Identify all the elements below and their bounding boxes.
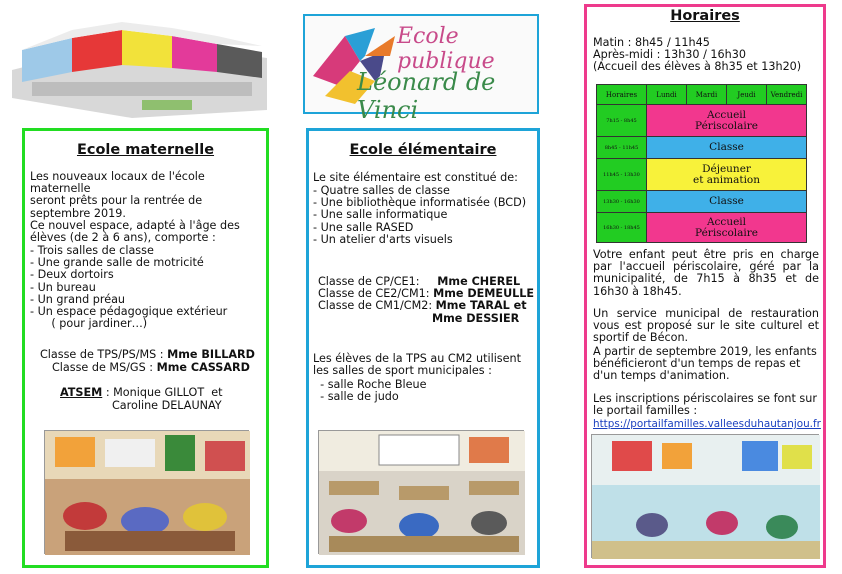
list-item: - Une salle RASED xyxy=(313,220,414,234)
periscolaire-photo xyxy=(591,434,819,558)
activity-cell: Déjeuner et animation xyxy=(647,159,807,191)
elementaire-intro: Le site élémentaire est constitué de: xyxy=(313,171,518,184)
activity-cell: Classe xyxy=(647,137,807,159)
horaires-apres-midi: Après-midi : 13h30 / 16h30 xyxy=(593,48,746,61)
list-item: - Trois salles de classe xyxy=(30,244,154,257)
list-item: - Un atelier d'arts visuels xyxy=(313,232,453,246)
schedule-row xyxy=(597,191,807,213)
school-building-image xyxy=(12,10,267,120)
maternelle-list xyxy=(30,245,266,330)
elementaire-list xyxy=(313,185,537,246)
list-item: - Quatre salles de classe xyxy=(313,184,450,197)
teacher-name: Mme CASSARD xyxy=(156,361,250,374)
schedule-header-row xyxy=(597,85,807,105)
logo-line-2: Léonard de Vinci xyxy=(357,68,496,124)
maternelle-class-2 xyxy=(52,362,250,374)
atsem-line xyxy=(60,387,223,399)
sport-list xyxy=(313,379,537,403)
teacher-name: Mme DESSIER xyxy=(432,311,520,325)
header-cell: Lundi xyxy=(647,85,687,105)
maternelle-classroom-photo xyxy=(44,430,249,554)
class-label: Classe de TPS/PS/MS : xyxy=(40,348,168,361)
teacher-name: Mme CHEREL xyxy=(437,275,521,288)
teacher-name: Mme BILLARD xyxy=(167,348,255,361)
class-label: Classe de MS/GS : xyxy=(52,361,157,374)
header-cell: Jeudi xyxy=(727,85,767,105)
list-item: - Deux dortoirs xyxy=(30,268,114,282)
elementaire-classes xyxy=(318,276,540,325)
schedule-row xyxy=(597,105,807,137)
list-item: - Un bureau xyxy=(30,280,96,294)
time-cell: 11h45 - 13h30 xyxy=(597,159,647,191)
header-cell: Mardi xyxy=(687,85,727,105)
time-cell: 13h30 - 16h30 xyxy=(597,191,647,213)
elementaire-classroom-photo xyxy=(318,430,524,554)
list-item: - Un espace pédagogique extérieur xyxy=(30,305,228,319)
elementaire-title: Ecole élémentaire xyxy=(349,142,497,158)
list-item: - Une grande salle de motricité xyxy=(30,256,204,270)
teacher-name: Mme TARAL et xyxy=(435,299,527,313)
time-cell: 8h45 - 11h45 xyxy=(597,137,647,159)
horaires-accueil: (Accueil des élèves à 8h35 et 13h20) xyxy=(593,60,802,73)
activity-cell: Accueil Périscolaire xyxy=(647,105,807,137)
logo-line-1: Ecole publique xyxy=(397,24,495,74)
horaires-title: Horaires xyxy=(670,8,740,24)
list-item: - Une bibliothèque informatisée (BCD) xyxy=(313,196,527,210)
activity-cell: Classe xyxy=(647,191,807,213)
repas-text: A partir de septembre 2019, les enfants bénéficieront d'un temps de repas et d'un temps d'animation. xyxy=(593,345,821,383)
school-logo xyxy=(303,14,539,124)
time-cell: 16h30 - 18h45 xyxy=(597,213,647,243)
maternelle-title: Ecole maternelle xyxy=(76,142,215,158)
time-cell: 7h15 - 8h45 xyxy=(597,105,647,137)
schedule-table xyxy=(596,84,807,243)
class-row xyxy=(318,313,540,325)
header-cell: Vendredi xyxy=(767,85,807,105)
maternelle-class-1 xyxy=(40,349,255,361)
schedule-row xyxy=(597,159,807,191)
horaires-matin: Matin : 8h45 / 11h45 xyxy=(593,36,710,49)
list-item: - Une salle informatique xyxy=(313,208,448,222)
list-item: - Un grand préau xyxy=(30,292,126,306)
list-item: - salle Roche Bleue xyxy=(313,378,427,391)
list-item: ( pour jardiner…) xyxy=(30,317,148,331)
schedule-row xyxy=(597,137,807,159)
atsem-names-2: Caroline DELAUNAY xyxy=(112,399,222,412)
class-label: Classe de CM1/CM2: xyxy=(318,299,436,313)
list-item: - salle de judo xyxy=(313,390,399,404)
maternelle-intro: Les nouveaux locaux de l'école maternelle seront prêts pour la rentrée de septembre 2019. xyxy=(30,170,205,220)
maternelle-desc: Ce nouvel espace, adapté à l'âge des élèves (de 2 à 6 ans), comporte : xyxy=(30,219,240,245)
portail-familles-link[interactable]: https://portailfamilles.valleesduhautanjou.fr xyxy=(593,418,821,430)
periscolaire-text: Votre enfant peut être pris en charge par l'accueil périscolaire, géré par la municipalité, de 7h15 à 8h35 et de 16h30 à 18h45. xyxy=(593,248,823,298)
schedule-row xyxy=(597,213,807,243)
class-label: Classe de CP/CE1: xyxy=(318,275,438,288)
restauration-text: Un service municipal de restauration vous est proposé sur le site culturel et sportif de Bécon. xyxy=(593,307,823,345)
inscriptions-text: Les inscriptions périscolaires se font sur le portail familles : xyxy=(593,392,821,418)
sport-intro: Les élèves de la TPS au CM2 utilisent les salles de sport municipales : xyxy=(313,352,521,378)
header-cell: Horaires xyxy=(597,85,647,105)
class-label: Classe de CE2/CM1: xyxy=(318,287,434,301)
teacher-name: Mme DEMEULLE xyxy=(433,287,535,301)
activity-cell: Accueil Périscolaire xyxy=(647,213,807,243)
atsem-label: ATSEM xyxy=(60,386,103,399)
atsem-names: : Monique GILLOT et xyxy=(102,386,223,399)
